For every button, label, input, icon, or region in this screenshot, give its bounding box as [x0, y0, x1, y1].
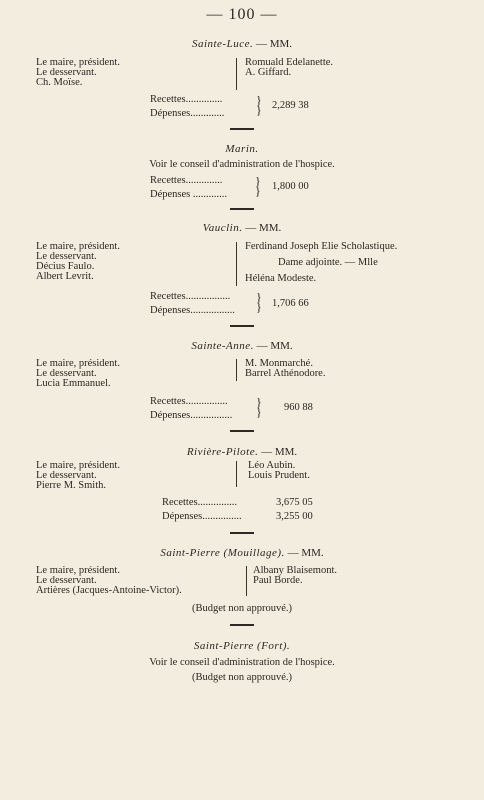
note-saint-pierre-mouillage: (Budget non approuvé.)	[191, 603, 293, 614]
depenses-amount: 3,255 00	[276, 511, 313, 522]
member-line: Le desservant.	[36, 368, 97, 379]
member-line: Le maire, président.	[36, 241, 120, 252]
member-line: A. Giffard.	[245, 67, 292, 78]
budget-labels-riviere-pilote	[162, 496, 242, 524]
section-heading-riviere-pilote	[0, 446, 484, 458]
member-line: Pierre M. Smith.	[36, 480, 106, 491]
member-line: Ch. Moïse.	[36, 77, 83, 88]
depenses-label: Dépenses...............	[162, 511, 242, 522]
budget-labels-sainte-luce	[150, 93, 224, 121]
mm-label: — MM.	[256, 340, 293, 352]
members-right-saint-pierre-mouillage	[253, 566, 337, 586]
amount-sainte-luce: 2,289 38	[272, 100, 309, 111]
note-saint-pierre-fort: Voir le conseil d'administration de l'hospice.	[149, 657, 335, 668]
member-line: M. Monmarché.	[245, 358, 313, 369]
members-left-riviere-pilote	[36, 461, 120, 491]
section-rule	[230, 325, 254, 327]
note-marin: Voir le conseil d'administration de l'hospice.	[149, 159, 335, 170]
members-right-sainte-anne	[245, 359, 325, 379]
mm-label: — MM.	[261, 446, 298, 458]
column-divider	[246, 566, 247, 596]
brace: } }	[256, 395, 262, 419]
depenses-label: Dépenses.................	[150, 305, 235, 316]
amount-vauclin: 1,706 66	[272, 298, 309, 309]
member-line: Artières (Jacques-Antoine-Victor).	[36, 585, 182, 596]
depenses-label: Dépenses .............	[150, 189, 227, 200]
members-right-vauclin-2: Dame adjointe. — Mlle	[278, 257, 378, 268]
column-divider	[236, 461, 237, 487]
recettes-label: Recettes.................	[150, 291, 231, 302]
section-rule	[230, 624, 254, 626]
commune-name: Saint-Pierre (Mouillage).	[160, 547, 285, 559]
budget-labels-vauclin	[150, 290, 235, 318]
section-heading-sainte-anne	[0, 340, 484, 352]
recettes-label: Recettes...............	[162, 497, 237, 508]
members-right-vauclin-1: Ferdinand Joseph Elie Scholastique.	[245, 241, 398, 252]
members-left-saint-pierre-mouillage	[36, 566, 182, 596]
mm-label: — MM.	[245, 222, 282, 234]
member-line: Le maire, président.	[36, 460, 120, 471]
members-left-vauclin	[36, 242, 120, 282]
member-line: Léo Aubin.	[248, 460, 296, 471]
commune-name: Vauclin.	[202, 222, 243, 234]
commune-name: Sainte-Luce.	[191, 38, 254, 50]
column-divider	[236, 359, 237, 381]
mm-label: — MM.	[255, 38, 293, 50]
member-line: Lucia Emmanuel.	[36, 378, 111, 389]
section-rule	[230, 208, 254, 210]
page-number: — 100 —	[206, 6, 278, 23]
depenses-label: Dépenses................	[150, 410, 233, 421]
commune-name: Saint-Pierre (Fort).	[193, 640, 291, 652]
commune-name: Sainte-Anne.	[191, 340, 254, 352]
brace: } }	[255, 174, 261, 198]
recettes-amount: 3,675 05	[276, 497, 313, 508]
section-rule	[230, 430, 254, 432]
member-line: Le desservant.	[36, 251, 97, 262]
member-line: Le maire, président.	[36, 358, 120, 369]
member-line: Décius Faulo.	[36, 261, 95, 272]
amount-marin: 1,800 00	[272, 181, 309, 192]
members-right-riviere-pilote	[248, 461, 310, 481]
member-line: Romuald Edelanette.	[245, 57, 334, 68]
commune-name: Rivière-Pilote.	[186, 446, 259, 458]
section-rule	[230, 128, 254, 130]
member-line: Albany Blaisemont.	[253, 565, 337, 576]
commune-name: Marin.	[225, 143, 259, 155]
member-line: Le desservant.	[36, 575, 97, 586]
amounts-riviere-pilote	[276, 496, 313, 524]
member-line: Paul Borde.	[253, 575, 303, 586]
budget-labels-marin	[150, 174, 227, 202]
section-rule	[230, 532, 254, 534]
budget-labels-sainte-anne	[150, 395, 232, 423]
recettes-label: Recettes..............	[150, 94, 223, 105]
members-left-sainte-luce	[36, 58, 120, 88]
member-line: Barrel Athénodore.	[245, 368, 326, 379]
member-line: Louis Prudent.	[248, 470, 310, 481]
recettes-label: Recettes..............	[150, 175, 223, 186]
members-right-sainte-luce	[245, 58, 333, 78]
recettes-label: Recettes................	[150, 396, 228, 407]
member-line: Albert Levrit.	[36, 271, 94, 282]
member-line: Le desservant.	[36, 470, 97, 481]
note2-saint-pierre-fort: (Budget non approuvé.)	[191, 672, 293, 683]
brace: } }	[256, 290, 262, 314]
brace: } }	[256, 93, 262, 117]
member-line: Le maire, président.	[36, 57, 120, 68]
section-heading-saint-pierre-mouillage	[0, 547, 484, 559]
amount-sainte-anne: 960 88	[284, 402, 313, 413]
column-divider	[236, 58, 237, 90]
member-line: Le maire, président.	[36, 565, 120, 576]
column-divider	[236, 242, 237, 286]
depenses-label: Dépenses.............	[150, 108, 225, 119]
mm-label: — MM.	[287, 547, 324, 559]
section-heading-sainte-luce	[0, 38, 484, 50]
section-heading-marin	[0, 143, 484, 155]
members-right-vauclin-3: Héléna Modeste.	[245, 273, 317, 284]
member-line: Le desservant.	[36, 67, 97, 78]
section-heading-saint-pierre-fort	[0, 640, 484, 652]
section-heading-vauclin	[0, 222, 484, 234]
members-left-sainte-anne	[36, 359, 120, 389]
